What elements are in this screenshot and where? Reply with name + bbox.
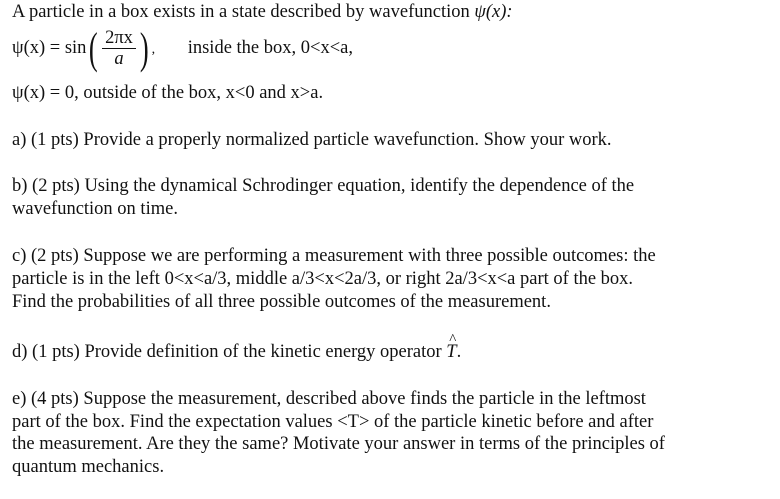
question-c-line3: Find the probabilities of all three possible outcomes of the measurement. bbox=[12, 292, 551, 312]
intro-text: A particle in a box exists in a state described by wavefunction bbox=[12, 2, 475, 22]
question-a: a) (1 pts) Provide a properly normalized particle wavefunction. Show your work. bbox=[12, 130, 612, 150]
fraction-numerator: 2πx bbox=[102, 28, 136, 49]
fraction bbox=[102, 28, 136, 69]
question-e-line1: e) (4 pts) Suppose the measurement, described above finds the particle in the leftmost bbox=[12, 389, 646, 409]
question-d-text: d) (1 pts) Provide definition of the kinetic energy operator bbox=[12, 342, 447, 362]
question-c-line2: particle is in the left 0<x<a/3, middle a/3<x<2a/3, or right 2a/3<x<a part of the box. bbox=[12, 269, 634, 289]
left-paren: ( bbox=[89, 23, 99, 73]
question-d bbox=[12, 341, 461, 363]
question-b-line1: b) (2 pts) Using the dynamical Schrodinger equation, identify the dependence of the bbox=[12, 176, 635, 196]
intro-line bbox=[12, 1, 513, 23]
eq1-condition: inside the box, 0<x<a, bbox=[187, 38, 353, 58]
kinetic-operator-symbol: ^ T bbox=[446, 341, 456, 363]
psi-label: ψ(x): bbox=[474, 2, 513, 22]
fraction-denominator: a bbox=[114, 49, 124, 70]
right-paren: ) bbox=[139, 23, 149, 73]
eq1-comma: , bbox=[151, 42, 156, 57]
question-e-line3: the measurement. Are they the same? Motivate your answer in terms of the principles of bbox=[12, 434, 665, 454]
question-e-line2: part of the box. Find the expectation values <T> of the particle kinetic before and after bbox=[12, 412, 654, 432]
question-e-line4: quantum mechanics. bbox=[12, 457, 165, 477]
equation-outside: ψ(x) = 0, outside of the box, x<0 and x>a. bbox=[12, 83, 324, 103]
equation-inside bbox=[12, 23, 353, 73]
question-d-end: . bbox=[456, 342, 462, 362]
question-b-line2: wavefunction on time. bbox=[12, 199, 178, 219]
question-c-line1: c) (2 pts) Suppose we are performing a measurement with three possible outcomes: the bbox=[12, 246, 656, 266]
eq1-lhs: ψ(x) = sin bbox=[12, 38, 87, 58]
